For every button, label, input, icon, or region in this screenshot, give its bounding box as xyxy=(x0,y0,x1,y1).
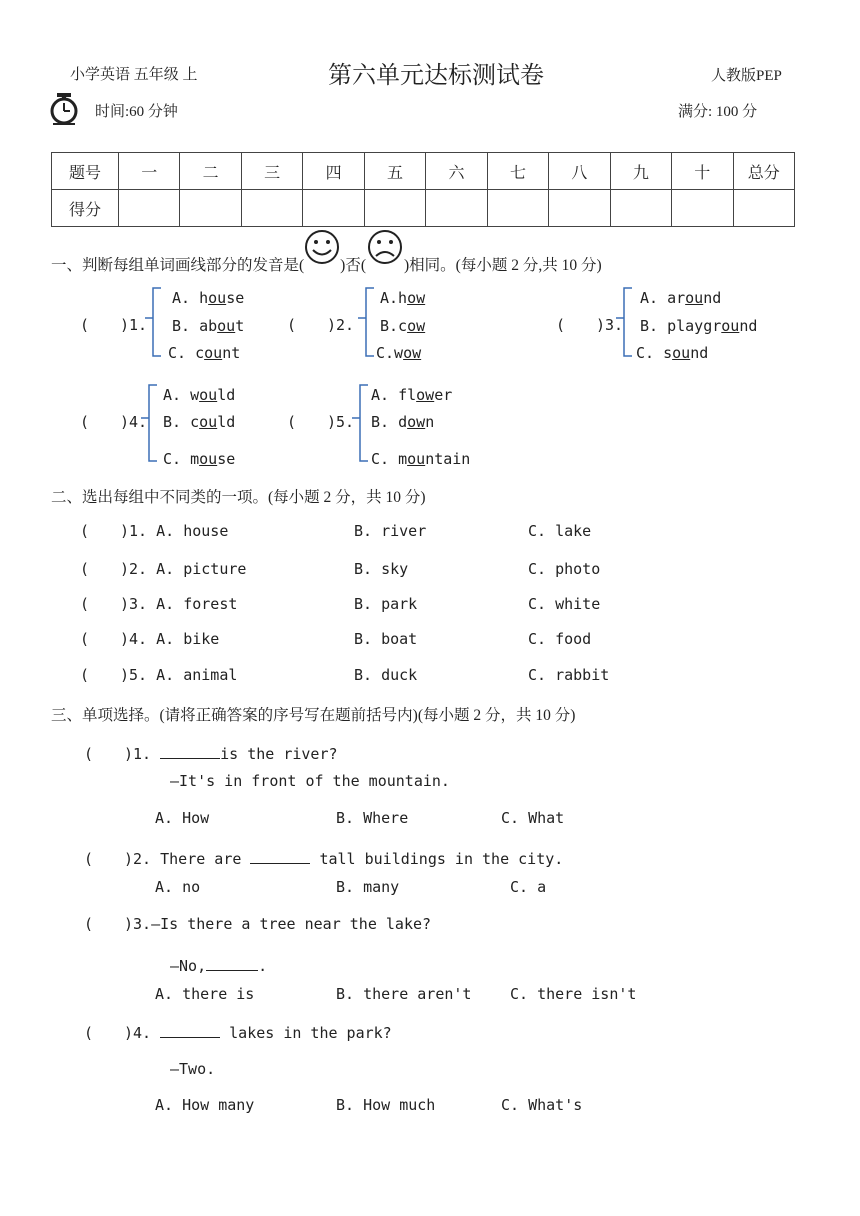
section2-title: 二、选出每组中不同类的一项。(每小题 2 分，共 10 分) xyxy=(51,489,426,506)
full-score-label: 满分: 100 分 xyxy=(678,104,758,120)
option-b: B. playground xyxy=(640,317,758,335)
option-c: C. mouse xyxy=(163,450,236,468)
score-cell[interactable] xyxy=(303,190,364,227)
option-a: A. flower xyxy=(371,386,453,404)
question-stem: )2. There are tall buildings in the city. xyxy=(124,850,564,868)
subject-label: 小学英语 五年级 上 xyxy=(70,67,198,83)
table-cell: 三 xyxy=(241,153,302,190)
score-cell[interactable] xyxy=(426,190,487,227)
answer-paren[interactable]: ( xyxy=(287,413,297,431)
answer-paren[interactable]: ( xyxy=(287,316,297,334)
question-answer: —No, . xyxy=(170,957,268,975)
brace-icon xyxy=(139,382,159,464)
option-b: B. down xyxy=(371,413,435,431)
question-number: )4. xyxy=(120,413,148,431)
score-cell[interactable] xyxy=(487,190,548,227)
option-a: A. How xyxy=(155,809,210,827)
option-c: C.wow xyxy=(376,344,422,362)
sad-face-icon xyxy=(366,250,404,270)
answer-paren[interactable]: ( xyxy=(80,595,90,613)
option-b: B. boat xyxy=(354,630,418,648)
option-a: A. no xyxy=(155,878,201,896)
smiley-icon xyxy=(304,250,340,270)
fill-blank[interactable] xyxy=(160,758,220,759)
section3-title: 三、单项选择。(请将正确答案的序号写在题前括号内)(每小题 2 分，共 10 分) xyxy=(51,707,576,724)
question-number: )1. xyxy=(120,316,148,334)
score-cell[interactable] xyxy=(672,190,733,227)
question-number: )3. xyxy=(596,316,624,334)
answer-paren[interactable]: ( xyxy=(80,522,90,540)
option-b: B. sky xyxy=(354,560,409,578)
table-cell: 得分 xyxy=(52,190,119,227)
answer-paren[interactable]: ( xyxy=(84,850,94,868)
brace-icon xyxy=(350,382,370,464)
section1-mid: )否( xyxy=(340,257,366,274)
question-number: )2. xyxy=(327,316,355,334)
option-c: C. there isn't xyxy=(510,985,637,1003)
answer-paren[interactable]: ( xyxy=(556,316,566,334)
score-cell[interactable] xyxy=(733,190,794,227)
score-cell[interactable] xyxy=(549,190,610,227)
option-a: )5. A. animal xyxy=(120,666,238,684)
option-b: B. many xyxy=(336,878,400,896)
option-c: C. photo xyxy=(528,560,601,578)
option-b: B. there aren't xyxy=(336,985,472,1003)
option-b: B. river xyxy=(354,522,427,540)
brace-icon xyxy=(614,285,634,359)
option-c: C. mountain xyxy=(371,450,471,468)
option-c: C. white xyxy=(528,595,601,613)
option-c: C. food xyxy=(528,630,592,648)
score-cell[interactable] xyxy=(364,190,425,227)
answer-paren[interactable]: ( xyxy=(84,1024,94,1042)
score-cell[interactable] xyxy=(241,190,302,227)
table-cell: 二 xyxy=(180,153,241,190)
option-b: B. about xyxy=(172,317,245,335)
answer-paren[interactable]: ( xyxy=(80,560,90,578)
answer-paren[interactable]: ( xyxy=(84,915,94,933)
option-b: B. duck xyxy=(354,666,418,684)
option-c: C. count xyxy=(168,344,241,362)
option-c: C. a xyxy=(510,878,547,896)
option-c: C. rabbit xyxy=(528,666,610,684)
clock-icon xyxy=(49,92,79,130)
table-cell: 六 xyxy=(426,153,487,190)
section1-title xyxy=(51,250,602,275)
question-stem: )4. lakes in the park? xyxy=(124,1024,392,1042)
page-title: 第六单元达标测试卷 xyxy=(328,63,544,89)
option-a: A. house xyxy=(172,289,245,307)
table-cell: 一 xyxy=(119,153,180,190)
table-cell: 十 xyxy=(672,153,733,190)
edition-label: 人教版PEP xyxy=(711,68,782,84)
answer-paren[interactable]: ( xyxy=(80,666,90,684)
section1-suffix: )相同。(每小题 2 分,共 10 分) xyxy=(404,257,602,274)
option-b: B. Where xyxy=(336,809,409,827)
answer-paren[interactable]: ( xyxy=(80,630,90,648)
option-a: A. How many xyxy=(155,1096,255,1114)
question-stem: )3.—Is there a tree near the lake? xyxy=(124,915,432,933)
brace-icon xyxy=(356,285,376,359)
option-c: C. What's xyxy=(501,1096,583,1114)
option-b: B. could xyxy=(163,413,236,431)
fill-blank[interactable] xyxy=(206,970,258,971)
brace-icon xyxy=(143,285,163,359)
option-a: )1. A. house xyxy=(120,522,229,540)
option-a: )3. A. forest xyxy=(120,595,238,613)
time-label: 时间:60 分钟 xyxy=(95,104,178,120)
score-table-header-row xyxy=(52,153,795,190)
table-cell: 七 xyxy=(487,153,548,190)
answer-paren[interactable]: ( xyxy=(84,745,94,763)
answer-paren[interactable]: ( xyxy=(80,316,90,334)
option-b: B. park xyxy=(354,595,418,613)
option-b: B. How much xyxy=(336,1096,436,1114)
question-stem: )1. is the river? xyxy=(124,745,338,763)
question-answer: —It's in front of the mountain. xyxy=(170,772,450,790)
option-a: A. around xyxy=(640,289,722,307)
question-number: )5. xyxy=(327,413,355,431)
option-c: C. What xyxy=(501,809,565,827)
answer-paren[interactable]: ( xyxy=(80,413,90,431)
option-b: B.cow xyxy=(380,317,426,335)
table-cell: 五 xyxy=(364,153,425,190)
score-table xyxy=(51,152,795,227)
fill-blank[interactable] xyxy=(250,863,310,864)
fill-blank[interactable] xyxy=(160,1037,220,1038)
option-c: C. sound xyxy=(636,344,709,362)
table-cell: 题号 xyxy=(52,153,119,190)
option-a: A. there is xyxy=(155,985,255,1003)
table-cell: 总分 xyxy=(733,153,794,190)
option-a: )4. A. bike xyxy=(120,630,220,648)
score-cell[interactable] xyxy=(180,190,241,227)
option-a: )2. A. picture xyxy=(120,560,247,578)
score-table-score-row xyxy=(52,190,795,227)
section1-prefix: 一、判断每组单词画线部分的发音是( xyxy=(51,257,305,274)
option-a: A.how xyxy=(380,289,426,307)
option-c: C. lake xyxy=(528,522,592,540)
option-a: A. would xyxy=(163,386,236,404)
score-cell[interactable] xyxy=(119,190,180,227)
question-answer: —Two. xyxy=(170,1060,216,1078)
score-cell[interactable] xyxy=(610,190,671,227)
table-cell: 九 xyxy=(610,153,671,190)
table-cell: 四 xyxy=(303,153,364,190)
table-cell: 八 xyxy=(549,153,610,190)
